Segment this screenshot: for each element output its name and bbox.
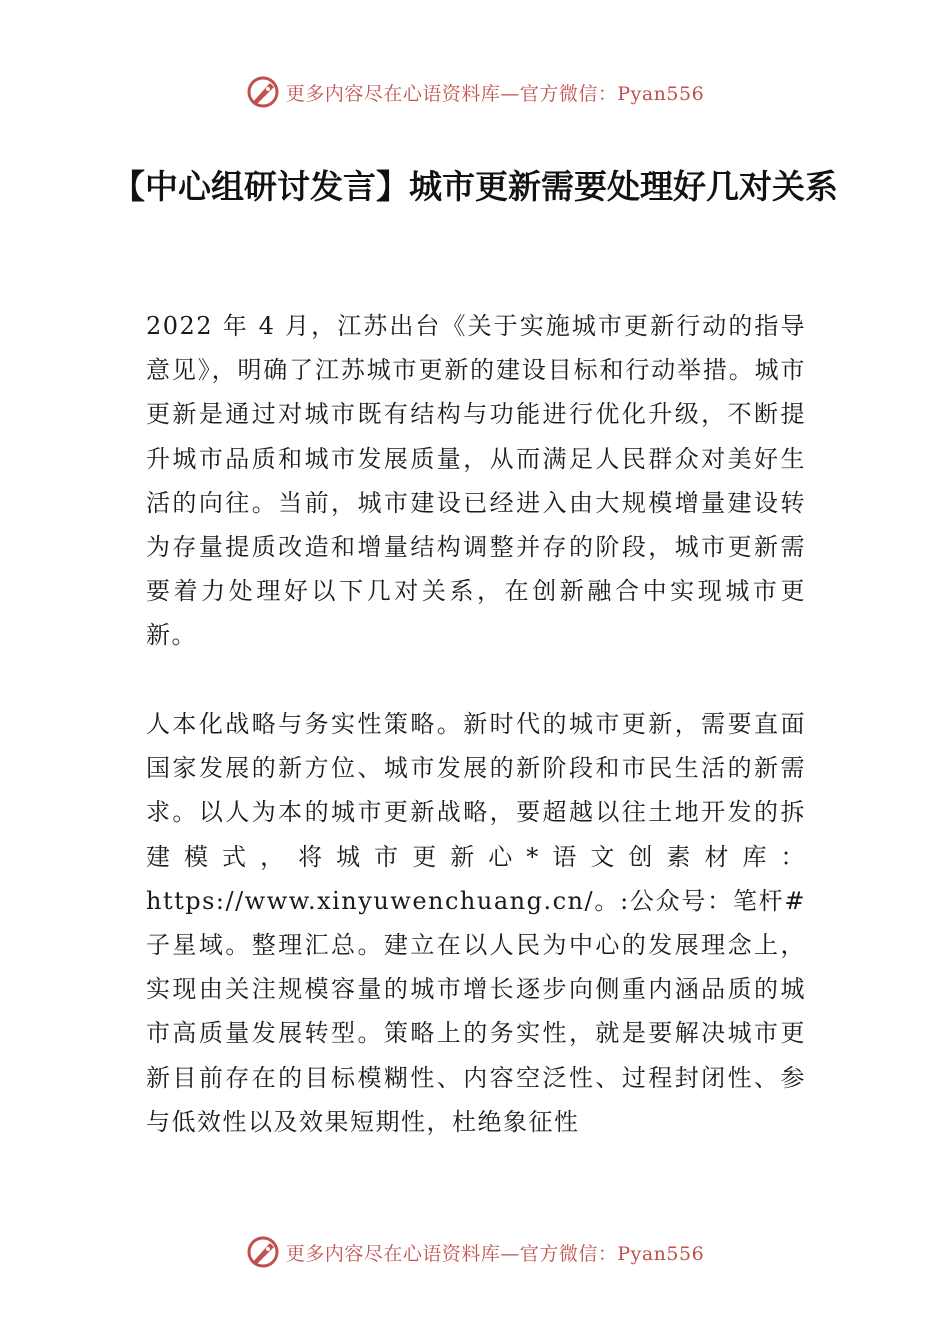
paragraph-1: 2022 年 4 月，江苏出台《关于实施城市更新行动的指导意见》，明确了江苏城市更新的建设目标和行动举措。城市更新是通过对城市既有结构与功能进行优化升级，不断提升城市品质和城市发展质量，从而满足人民群众对美好生活的向往。当前，城市建设已经进入由大规模增量建设转为存量提质改造和增量结构调整并存的阶段，城市更新需要着力处理好以下几对关系，在创新融合中实现城市更新。 [146, 312, 806, 650]
footer-banner-text: 更多内容尽在心语资料库—官方微信：Pyan556 [285, 1242, 705, 1265]
paragraph-2: 人本化战略与务实性策略。新时代的城市更新，需要直面国家发展的新方位、城市发展的新阶段和市民生活的新需求。以人为本的城市更新战略，要超越以往土地开发的拆建模式，将城市更新心*语文创素材库：https://www.xinyuwenchuang.cn/。:公众号：笔杆#子星域。整理汇总。建立在以人民为中心的发展理念上，实现由关注规模容量的城市增长逐步向侧重内涵品质的城市高质量发展转型。策略上的务实性，就是要解决城市更新目前存在的目标模糊性、内容空泛性、过程封闭性、参与低效性以及效果短期性，杜绝象征性 [146, 710, 806, 1136]
pen-nib-circle-icon [246, 1235, 280, 1269]
header-banner-text: 更多内容尽在心语资料库—官方微信：Pyan556 [285, 82, 705, 105]
header-banner [0, 72, 950, 112]
document-title: 【中心组研讨发言】城市更新需要处理好几对关系 [112, 167, 838, 206]
footer-banner [0, 1232, 950, 1272]
pen-nib-circle-icon [246, 75, 280, 109]
